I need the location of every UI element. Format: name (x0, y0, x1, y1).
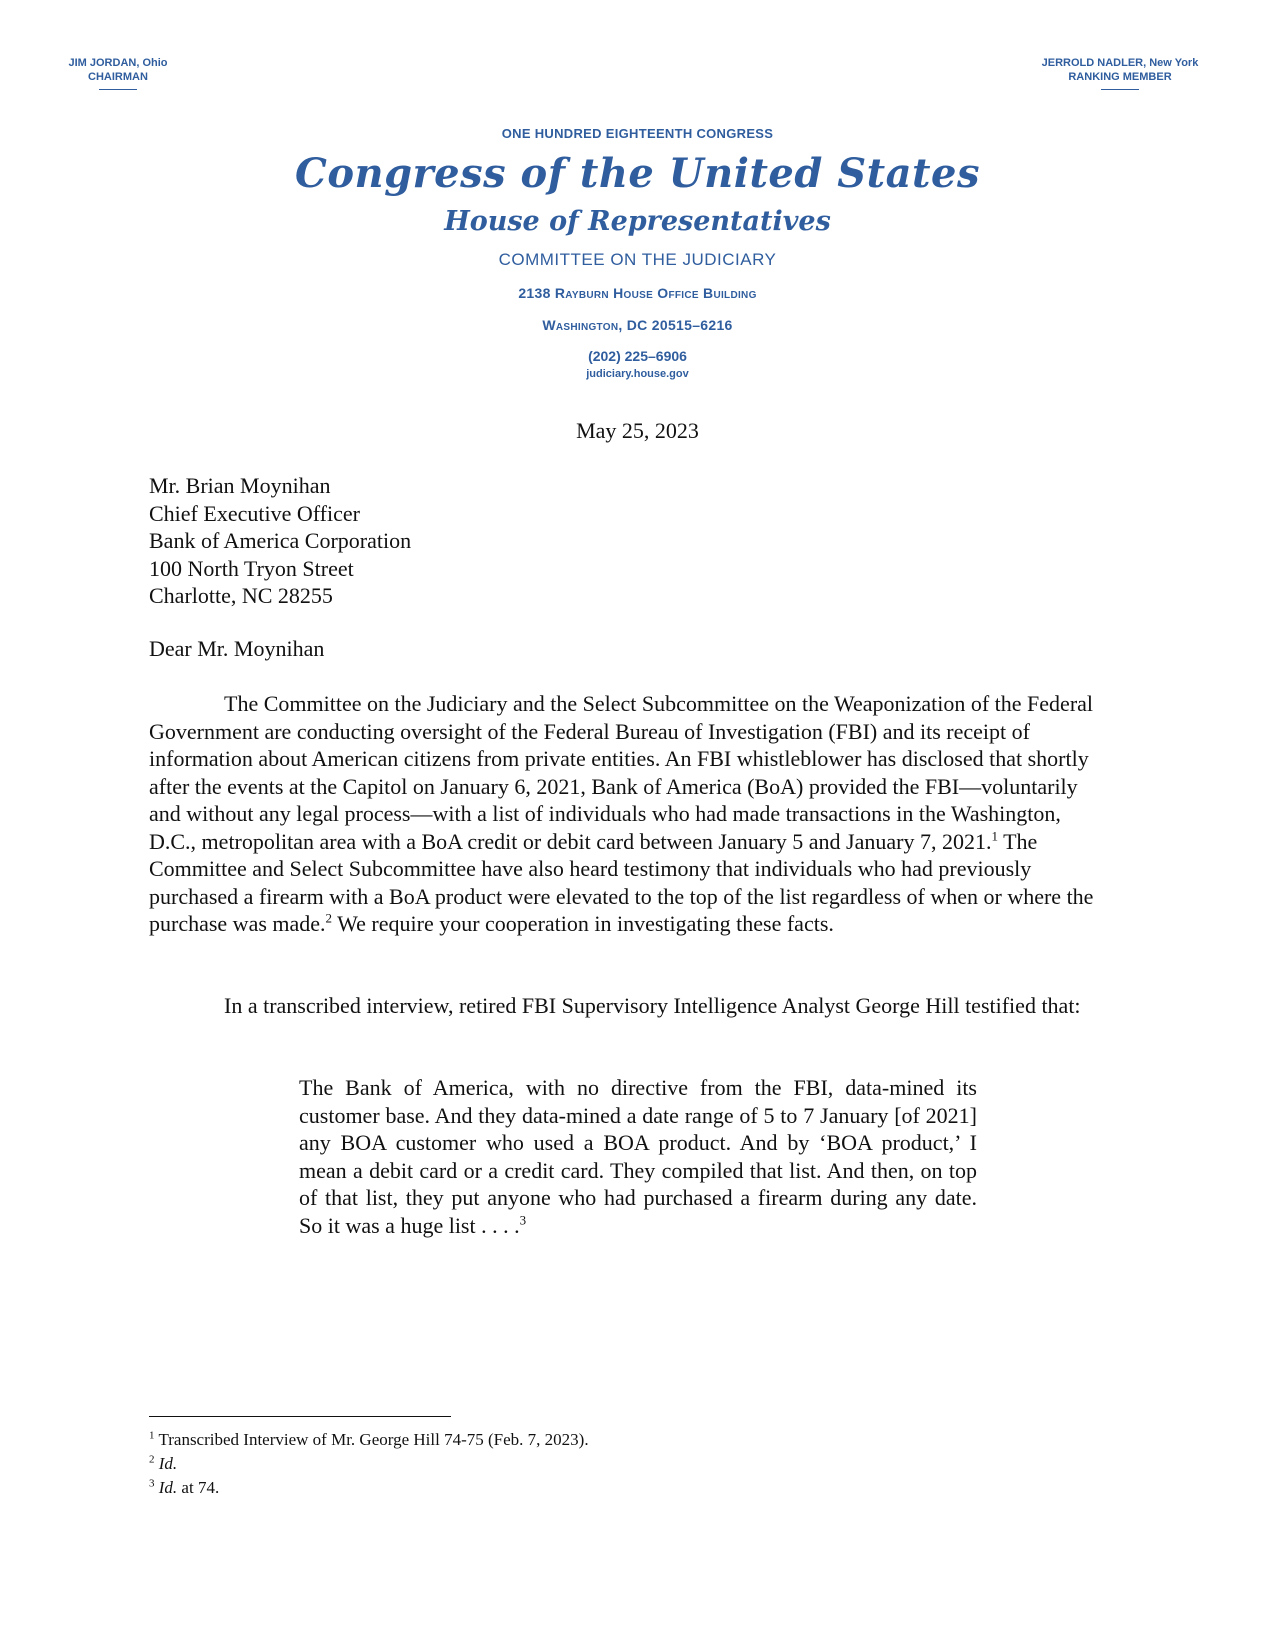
chairman-name: JIM JORDAN, Ohio (68, 57, 168, 69)
footnote-ref-1: 1 (991, 828, 998, 844)
letter-date: May 25, 2023 (576, 418, 699, 443)
recipient-title: Chief Executive Officer (149, 500, 360, 526)
office-city: Washington, DC 20515–6216 (542, 317, 733, 333)
quote-text: The Bank of America, with no directive from the FBI, data-mined its customer base. And they data-mined a date range of 5 to 7 January [of 2021] any BOA customer who used a BOA product. And by ‘BOA product,’ I mean a debit card or a credit card. They compiled that list. And then, on top of that list, they put anyone who had purchased a firearm during any date. So it was a huge list . . . . (299, 1075, 977, 1238)
committee-name: COMMITTEE ON THE JUDICIARY (498, 250, 777, 269)
footnote-ref-2: 2 (325, 910, 333, 926)
chairman-block (58, 56, 178, 90)
office-phone: (202) 225–6906 (588, 348, 687, 364)
recipient-street: 100 North Tryon Street (149, 555, 354, 581)
footnote-1-number: 1 (149, 1429, 155, 1442)
recipient-company: Bank of America Corporation (149, 528, 412, 553)
block-quote (299, 1074, 977, 1239)
footnote-1-text: Transcribed Interview of Mr. George Hill 74-75 (Feb. 7, 2023). (158, 1430, 589, 1449)
chairman-role: CHAIRMAN (88, 71, 148, 83)
recipient-city: Charlotte, NC 28255 (149, 583, 333, 608)
salutation: Dear Mr. Moynihan (149, 636, 325, 661)
ranking-member-divider (1101, 89, 1139, 90)
paragraph-1-text-c: We require your cooperation in investigating these facts. (332, 911, 834, 936)
paragraph-1-text-b: The Committee and Select Subcommittee have also heard testimony that individuals who had previously purchased a firearm with a BoA product were elevated to the top of the list regardless of when or where the purchase was made. (149, 828, 1094, 936)
office-address: 2138 Rayburn House Office Building (518, 285, 757, 301)
recipient-address (149, 472, 411, 610)
footnote-2-id: Id. (158, 1454, 178, 1473)
congress-title: Congress of the United States (294, 150, 980, 197)
ranking-member-role: RANKING MEMBER (1068, 71, 1172, 83)
footnote-2-number: 2 (149, 1453, 155, 1466)
footnote-3-text: at 74. (177, 1478, 220, 1497)
footnote-ref-3: 3 (519, 1212, 527, 1228)
footnote-3-number: 3 (149, 1477, 155, 1490)
ranking-member-name: JERROLD NADLER, New York (1041, 57, 1199, 69)
footnote-3-id: Id. (158, 1478, 178, 1497)
footnote-3 (149, 1478, 219, 1498)
body-paragraph-1 (149, 690, 1095, 938)
house-title: House of Representatives (444, 206, 831, 237)
body-paragraph-2: In a transcribed interview, retired FBI Supervisory Intelligence Analyst George Hill testified that: (224, 993, 1081, 1018)
recipient-name: Mr. Brian Moynihan (149, 473, 331, 498)
footnote-divider (149, 1416, 451, 1417)
ranking-member-block (1025, 56, 1215, 90)
footnote-2 (149, 1454, 177, 1474)
footnote-1 (149, 1430, 589, 1450)
office-website: judiciary.house.gov (586, 368, 689, 380)
congress-session: ONE HUNDRED EIGHTEENTH CONGRESS (501, 126, 774, 141)
chairman-divider (99, 89, 137, 90)
paragraph-1-text-a: The Committee on the Judiciary and the Select Subcommittee on the Weaponization of the Federal Government are conducting oversight of the Federal Bureau of Investigation (FBI) and its receipt of information about American citizens from private entities. An FBI whistleblower has disclosed that shortly after the events at the Capitol on January 6, 2021, Bank of America (BoA) provided the FBI—voluntarily and without any legal process—with a list of individuals who had made transactions in the Washington, D.C., metropolitan area with a BoA credit or debit card between January 5 and January 7, 2021. (149, 691, 1094, 854)
